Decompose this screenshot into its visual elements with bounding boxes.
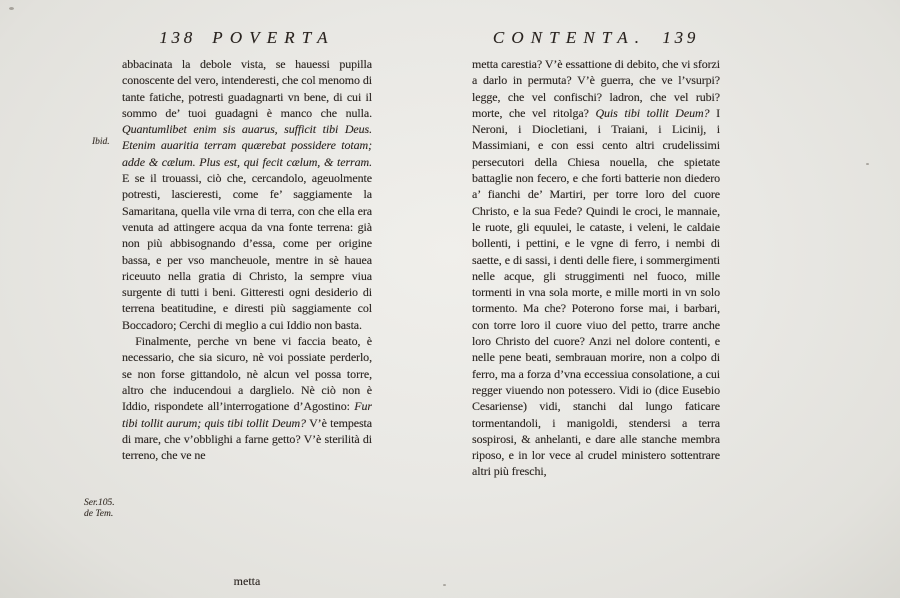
right-running-head [472,28,720,56]
scan-speck [866,163,869,165]
margin-note-line: Ser.105. [84,498,115,508]
right-running-title: CONTENTA. [492,28,647,47]
text-run: Finalmente, perche vn bene vi faccia beato, è necessario, che sia sicuro, nè voi possiate perderlo, se non forse gittandolo, nè alcun vel possa torre, altro che inducendoui a darglielo. Nè ciò non è Iddio, rispondete all’interrogatione d’Agostino: [122,334,372,414]
margin-note-sermon [84,498,115,520]
right-page-text [472,56,720,572]
margin-note-line: de Tem. [84,509,114,519]
left-running-title: POVERTA [212,28,335,47]
left-page [122,28,372,588]
text-run: I Neroni, i Diocletiani, i Traiani, i Licinij, i Massimiani, e con essi cento altri crudelissimi persecutori della Chiesa nouella, che spietate battaglie non fecero, e che forti batterie non diedero a’ fianchi de’ Martiri, per torre loro del cuore Christo, e la sua Fede? Quindi le croci, le mannaie, le ruote, gli equulei, le cataste, i veleni, le caldaie bollenti, i pettini, e le vgne di ferro, i nembi di saette, e di sassi, i denti delle fiere, i sommergimenti nelle acque, gli struggimenti nel fuoco, mille tormenti in vna sola morte, e mille morti in vn solo tormento. Ma che? Poterono forse mai, i barbari, con torre loro il cuore viuo del petto, trarre anche loro Christo del cuore? Anzi nel dolore contenti, e nelle pene beati, sembrauan morire, non a colpo di ferro, ma a forza d’vna eccessiua consolatione, a cui regger viuendo non potessero. Vidi io (dice Eusebio Cesariense) vidi, stanchi dal lungo faticare tormentandoli, i manigoldi, stendersi a terra sospirosi, & anhelanti, e dare alle stanche membra riposo, e in lor vece al crudel ministero sottentrare altri più freschi, [472,105,720,479]
paragraph [122,333,372,463]
scan-speck [9,7,14,10]
left-catchword: metta [233,574,261,588]
left-page-number: 138 [159,28,197,47]
margin-note-ibid: Ibid. [92,137,110,147]
text-run: abbacinata la debole vista, se hauessi pupilla conoscente del vero, intenderesti, che col menomo di tante fatiche, potresti guadagnarti vn bene, di cui il sommo de’ tuoi guadagni è manco che nulla. [122,57,372,120]
paragraph [472,56,720,480]
text-run: V’è tempesta di mare, che v’obblighi a farne getto? V’è sterilità di terreno, che ve ne [122,415,372,463]
left-running-head [122,28,372,56]
right-page-number: 139 [662,28,700,47]
text-run: E se il trouassi, ciò che, cercandolo, ageuolmente potresti, lascieresti, come fe’ saggiamente la Samaritana, quella vile vrna di terra, con che ella era venuta ad attingere acqua da vna fonte terrena: già non più abbisognando d’essa, come per origine bassa, e per vso mancheuole, mentre in sè hauea riceuuto nella gratia di Christo, la sempre viua surgente di tutti i beni. Gitteresti ogni desiderio di terrena beatitudine, e diresti più saggiamente col Boccadoro; Cerchi di meglio a cui Iddio non basta. [122,171,372,332]
right-page [472,28,720,572]
italic-text-run: Quis tibi tollit Deum? [595,105,710,120]
paragraph [122,56,372,333]
italic-text-run: Fur tibi tollit aurum; quis tibi tollit Deum? [122,399,372,430]
left-page-text [122,56,372,572]
scan-speck [443,584,446,586]
text-run: metta carestia? V’è essattione di debito, che vi sforzi a darlo in permuta? V’è guerra, che ve l’vsurpi? legge, che vel confischi? ladron, che vel rubi? morte, che vel ritolga? [472,57,720,120]
italic-text-run: Quantumlibet enim sis auarus, sufficit tibi Deus. Etenim auaritia terram quærebat possidere totam; adde & cælum. Plus est, qui fecit cælum, & terram. [122,122,372,169]
